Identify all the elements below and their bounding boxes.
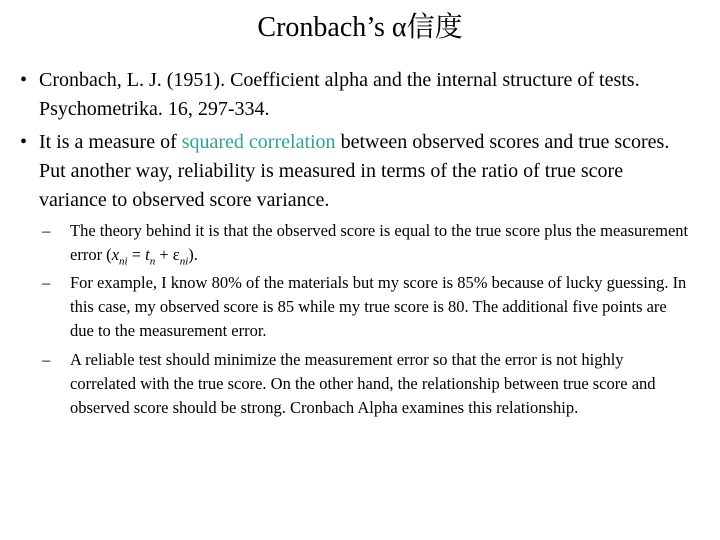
subbullet-text: For example, I know 80% of the materials but my score is 85% because of lucky guessing. In this case, my observed score is 85 while my true score is 80. The additional five points are due to the measurement error.: [70, 273, 687, 340]
subbullet-dash: –: [42, 273, 51, 292]
bullet-text-before: It is a measure of: [39, 131, 182, 153]
slide-title-cjk: 信度: [406, 10, 463, 43]
formula-e-sub: ni: [179, 255, 189, 268]
formula-t: t: [145, 245, 150, 264]
formula-eq: =: [127, 245, 146, 264]
formula-x-sub: ni: [119, 255, 128, 268]
subbullet-text: A reliable test should minimize the measurement error so that the error is not highly correlated with the true score. On the other hand, the relationship between true score and observed score should be strong. Cronbach Alpha examines this relationship.: [70, 350, 656, 417]
formula-close: ).: [188, 245, 198, 264]
highlight-squared-correlation: squared correlation: [181, 131, 336, 153]
bullet-text: Cronbach, L. J. (1951). Coefficient alpha and the internal structure of tests. Psychometrika. 16, 297-334.: [39, 69, 640, 120]
slide-title-text: Cronbach’s α: [257, 12, 407, 43]
bullet-dot: •: [20, 131, 28, 153]
formula-epsilon: ε: [172, 245, 180, 264]
bullet-dot: •: [20, 69, 28, 91]
subbullet-theory: [42, 219, 692, 267]
subbullet-reliable-test: [42, 348, 692, 420]
formula-plus: +: [155, 245, 173, 264]
subbullet-dash: –: [42, 221, 51, 240]
subbullet-text: [42, 219, 692, 267]
formula-t-sub: n: [149, 255, 156, 268]
subbullet-example: [42, 271, 692, 343]
bullet-text: [20, 128, 690, 215]
subbullet-text-before: The theory behind it is that the observed score is equal to the true score plus the measurement error (: [70, 221, 689, 264]
bullet-citation: [20, 66, 690, 124]
bullet-text-after: between observed scores and true scores. Put another way, reliability is measured in terms of the ratio of true score variance to observed score variance.: [39, 131, 670, 211]
formula-x: x: [111, 245, 120, 264]
bullet-definition: [20, 128, 690, 215]
subbullet-dash: –: [42, 350, 51, 369]
slide-title: [0, 10, 720, 45]
